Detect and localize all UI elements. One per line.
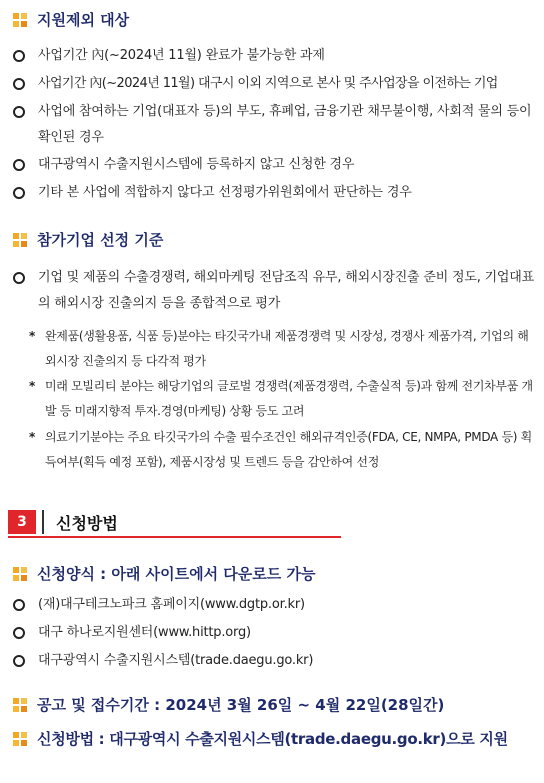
circle-bullet-icon bbox=[13, 272, 25, 284]
circle-bullet-icon bbox=[13, 78, 25, 90]
circle-bullet-icon bbox=[13, 159, 25, 171]
list-item: 사업에 참여하는 기업(대표자 등)의 부도, 휴폐업, 금융기관 채무불이행, 사회적 물의 등이 확인된 경우 bbox=[13, 99, 538, 151]
orange-square-icon bbox=[13, 732, 27, 746]
circle-bullet-icon bbox=[13, 627, 25, 639]
note-item: * 완제품(생활용품, 식품 등)분야는 타깃국가내 제품경쟁력 및 시장성, 경쟁사 제품가격, 기업의 해외시장 진출의지 등 다각적 평가 bbox=[29, 324, 539, 374]
orange-square-icon bbox=[13, 698, 27, 712]
circle-bullet-icon bbox=[13, 599, 25, 611]
section-title: 신청방법 bbox=[56, 513, 118, 533]
section-divider bbox=[42, 510, 44, 534]
orange-square-icon bbox=[13, 567, 27, 581]
orange-square-icon bbox=[13, 233, 27, 247]
list-item: 사업기간 內(~2024년 11월) 대구시 이외 지역으로 본사 및 주사업장을 이전하는 기업 bbox=[13, 71, 538, 97]
circle-bullet-icon bbox=[13, 50, 25, 62]
circle-bullet-icon bbox=[13, 655, 25, 667]
orange-square-icon bbox=[13, 13, 27, 27]
asterisk-icon: * bbox=[29, 430, 36, 444]
note-item: * 의료기기분야는 주요 타깃국가의 수출 필수조건인 해외규격인증(FDA, CE, NMPA, PMDA 등) 획득여부(획득 예정 포함), 제품시장성 및 트렌드 등을 감안하여 선정 bbox=[29, 425, 539, 475]
method-heading bbox=[13, 728, 508, 749]
exclusion-title: 지원제외 대상 bbox=[37, 11, 130, 29]
method-title: 신청방법 : 대구광역시 수출지원시스템(trade.daegu.go.kr)으로 지원 bbox=[37, 730, 508, 748]
forms-title: 신청양식 : 아래 사이트에서 다운로드 가능 bbox=[37, 565, 316, 583]
section-underline bbox=[8, 536, 341, 538]
period-title: 공고 및 접수기간 : 2024년 3월 26일 ~ 4월 22일(28일간) bbox=[37, 696, 445, 714]
list-item: 대구 하나로지원센터(www.hittp.org) bbox=[13, 620, 538, 646]
asterisk-icon: * bbox=[29, 329, 36, 343]
asterisk-icon: * bbox=[29, 379, 36, 393]
note-item: * 미래 모빌리티 분야는 해당기업의 글로벌 경쟁력(제품경쟁력, 수출실적 등)과 함께 전기차부품 개발 등 미래지향적 투자.경영(마케팅) 상황 등도 고려 bbox=[29, 374, 539, 424]
criteria-title: 참가기업 선정 기준 bbox=[37, 231, 164, 249]
section-3-header bbox=[8, 510, 118, 534]
list-item: 기타 본 사업에 적합하지 않다고 선정평가위원회에서 판단하는 경우 bbox=[13, 180, 538, 206]
period-heading bbox=[13, 694, 444, 715]
circle-bullet-icon bbox=[13, 187, 25, 199]
exclusion-heading bbox=[13, 9, 129, 30]
list-item: 기업 및 제품의 수출경쟁력, 해외마케팅 전담조직 유무, 해외시장진출 준비 정도, 기업대표의 해외시장 진출의지 등을 종합적으로 평가 bbox=[13, 265, 538, 317]
list-item: (재)대구테크노파크 홈페이지(www.dgtp.or.kr) bbox=[13, 592, 538, 618]
circle-bullet-icon bbox=[13, 106, 25, 118]
forms-heading bbox=[13, 563, 315, 584]
list-item: 대구광역시 수출지원시스템에 등록하지 않고 신청한 경우 bbox=[13, 152, 538, 178]
list-item: 사업기간 內(~2024년 11월) 완료가 불가능한 과제 bbox=[13, 43, 538, 69]
list-item: 대구광역시 수출지원시스템(trade.daegu.go.kr) bbox=[13, 648, 538, 674]
criteria-heading bbox=[13, 229, 163, 250]
section-number-badge: 3 bbox=[8, 510, 36, 534]
